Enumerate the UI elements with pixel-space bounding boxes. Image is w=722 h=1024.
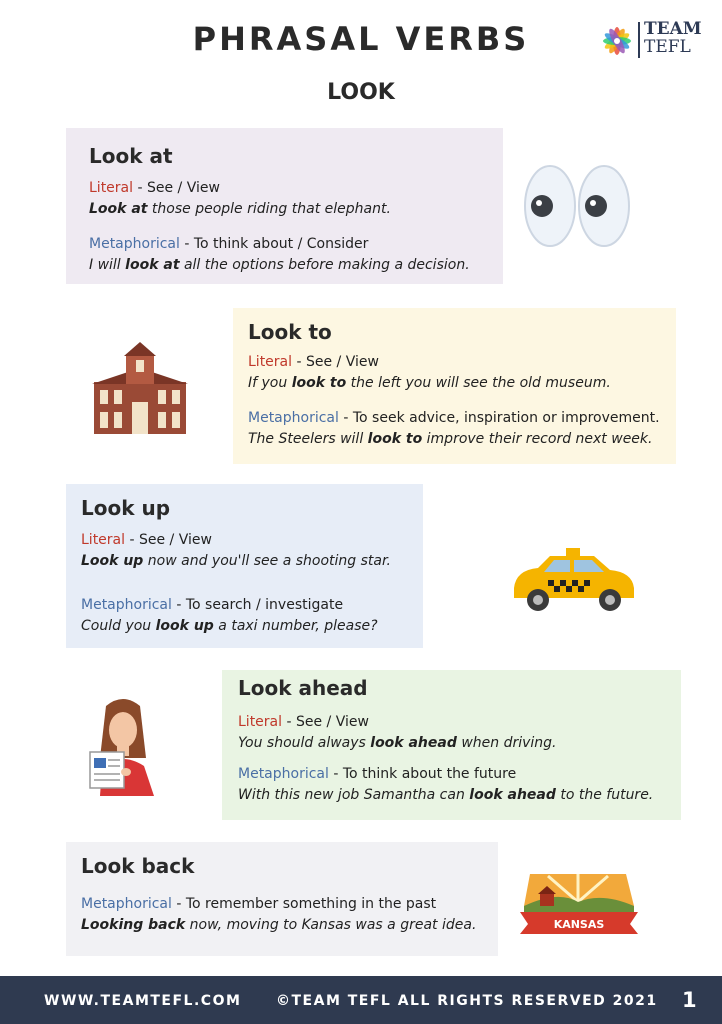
literal-line (89, 178, 503, 199)
metaphorical-example: The Steelers will look to improve their record next week. (248, 431, 653, 447)
card-heading: Look to (248, 320, 332, 344)
page-footer (0, 976, 722, 1024)
metaphorical-line (81, 894, 498, 915)
team-tefl-logo (598, 20, 708, 64)
literal-example: Look at those people riding that elephant. (89, 201, 391, 217)
metaphorical-example: With this new job Samantha can look ahead to the future. (238, 787, 654, 803)
metaphorical-example: I will look at all the options before making a decision. (89, 257, 470, 273)
footer-website: WWW.TEAMTEFL.COM (44, 993, 242, 1009)
card-look-back (66, 842, 498, 956)
logo-text-team: TEAM (644, 19, 702, 39)
page-title: PHRASAL VERBS (192, 20, 530, 58)
literal-meaning: - See / View (125, 532, 212, 548)
metaphorical-line (238, 764, 681, 785)
metaphorical-example: Could you look up a taxi number, please? (81, 618, 378, 634)
page-number: 1 (682, 988, 697, 1012)
metaphorical-meaning: - To search / investigate (171, 597, 344, 613)
metaphorical-label: Metaphorical (81, 597, 172, 613)
literal-label: Literal (248, 354, 293, 370)
metaphorical-label: Metaphorical (89, 236, 180, 252)
metaphorical-meaning: - To remember something in the past (171, 896, 437, 912)
metaphorical-meaning: - To think about the future (328, 766, 517, 782)
literal-meaning: - See / View (292, 354, 379, 370)
footer-copyright: ©TEAM TEFL ALL RIGHTS RESERVED 2021 (276, 993, 658, 1009)
literal-label: Literal (238, 714, 283, 730)
card-heading: Look up (81, 496, 171, 520)
metaphorical-line (81, 595, 423, 616)
literal-meaning: - See / View (282, 714, 369, 730)
logo-flower-icon (598, 22, 636, 60)
metaphorical-example: Looking back now, moving to Kansas was a great idea. (81, 917, 477, 933)
literal-line (81, 530, 423, 551)
literal-meaning: - See / View (133, 180, 220, 196)
logo-text-tefl: TEFL (644, 37, 691, 57)
card-heading: Look at (89, 144, 173, 168)
card-look-ahead (222, 670, 681, 820)
kansas-badge-icon (518, 868, 640, 938)
card-heading: Look ahead (238, 676, 368, 700)
museum-icon (90, 340, 190, 436)
metaphorical-line (89, 234, 503, 255)
card-look-up (66, 484, 423, 648)
metaphorical-label: Metaphorical (81, 896, 172, 912)
metaphorical-meaning: - To think about / Consider (179, 236, 369, 252)
eyes-icon (522, 160, 634, 252)
literal-label: Literal (89, 180, 134, 196)
card-heading: Look back (81, 854, 195, 878)
woman-reading-icon (86, 696, 160, 800)
metaphorical-label: Metaphorical (238, 766, 329, 782)
literal-example: If you look to the left you will see the old museum. (248, 375, 611, 391)
literal-example: Look up now and you'll see a shooting star. (81, 553, 391, 569)
page-subtitle: LOOK (327, 80, 395, 105)
card-look-at (66, 128, 503, 284)
card-look-to (233, 308, 676, 464)
metaphorical-line (248, 408, 676, 429)
kansas-badge-text: KANSAS (553, 918, 605, 931)
literal-example: You should always look ahead when driving. (238, 735, 557, 751)
metaphorical-meaning: - To seek advice, inspiration or improvement. (338, 410, 660, 426)
literal-line (248, 352, 676, 373)
taxi-icon (508, 544, 638, 614)
literal-label: Literal (81, 532, 126, 548)
metaphorical-label: Metaphorical (248, 410, 339, 426)
literal-line (238, 712, 681, 733)
